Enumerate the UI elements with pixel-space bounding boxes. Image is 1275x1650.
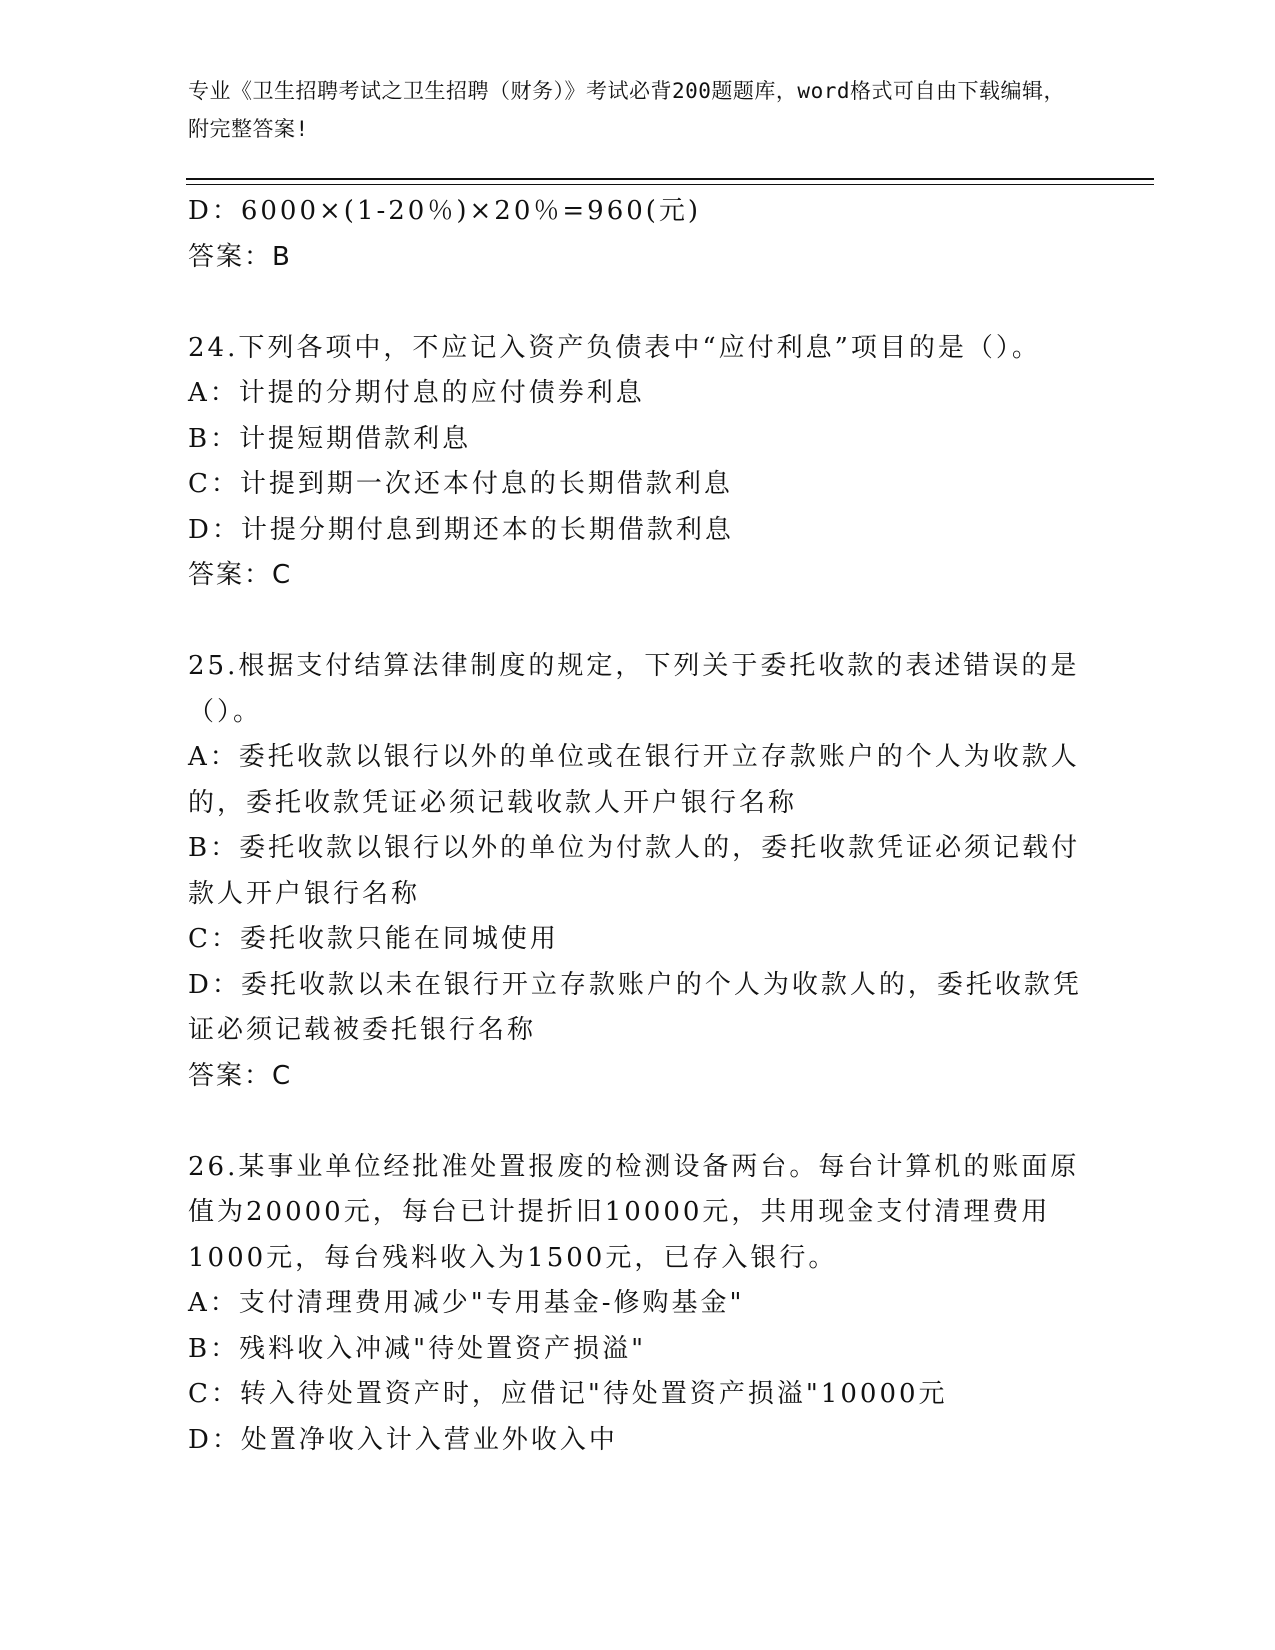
question-26 xyxy=(188,1145,1088,1464)
answer-label: 答案：C xyxy=(188,1060,293,1091)
option-c: C：计提到期一次还本付息的长期借款利息 xyxy=(188,469,733,499)
option-b-continued: 款人开户银行名称 xyxy=(188,878,421,909)
answer-label: 答案：C xyxy=(188,560,293,590)
header-divider-thin xyxy=(186,184,1154,185)
option-d: D：6000×(1-20％)×20％=960(元) xyxy=(188,196,702,226)
option-a: A：委托收款以银行以外的单位或在银行开立存款账户的个人为收款人 xyxy=(188,742,1080,772)
document-header xyxy=(188,72,1068,148)
option-c: C：委托收款只能在同城使用 xyxy=(188,924,559,954)
option-b: B：残料收入冲减"待处置资产损溢" xyxy=(188,1333,647,1364)
option-d: D：委托收款以未在银行开立存款账户的个人为收款人的，委托收款凭 xyxy=(188,969,1082,1000)
question-stem-line: 值为20000元，每台已计提折旧10000元，共用现金支付清理费用 xyxy=(188,1197,1051,1227)
spacer xyxy=(188,599,1088,645)
question-stem-line: 26.某事业单位经批准处置报废的检测设备两台。每台计算机的账面原 xyxy=(188,1151,1080,1182)
header-divider-thick xyxy=(186,178,1154,180)
option-a: A：支付清理费用减少"专用基金-修购基金" xyxy=(188,1288,745,1318)
spacer xyxy=(188,1099,1088,1145)
option-d-continued: 证必须记载被委托银行名称 xyxy=(188,1015,537,1045)
question-stem-line: 1000元，每台残料收入为1500元，已存入银行。 xyxy=(188,1242,838,1273)
option-b: B：计提短期借款利息 xyxy=(188,423,472,454)
question-25 xyxy=(188,644,1088,1099)
option-b: B：委托收款以银行以外的单位为付款人的，委托收款凭证必须记载付 xyxy=(188,833,1081,863)
option-a: A：计提的分期付息的应付债券利息 xyxy=(188,378,645,408)
question-stem: 24.下列各项中，不应记入资产负债表中“应付利息”项目的是（）。 xyxy=(188,332,1041,363)
spacer xyxy=(188,280,1088,326)
question-stem-line: 25.根据支付结算法律制度的规定，下列关于委托收款的表述错误的是 xyxy=(188,651,1080,681)
answer-label: 答案：B xyxy=(188,241,292,272)
option-d: D：处置净收入计入营业外收入中 xyxy=(188,1424,618,1455)
option-d: D：计提分期付息到期还本的长期借款利息 xyxy=(188,514,734,545)
previous-question-tail xyxy=(188,189,1088,280)
question-content xyxy=(188,189,1088,1463)
option-a-continued: 的，委托收款凭证必须记载收款人开户银行名称 xyxy=(188,787,798,818)
header-title: 专业《卫生招聘考试之卫生招聘（财务）》考试必背200题题库，word格式可自由下载编辑，附完整答案! xyxy=(188,79,1065,141)
question-24 xyxy=(188,326,1088,599)
option-c: C：转入待处置资产时，应借记"待处置资产损溢"10000元 xyxy=(188,1379,948,1409)
question-stem-line: （）。 xyxy=(188,696,263,727)
